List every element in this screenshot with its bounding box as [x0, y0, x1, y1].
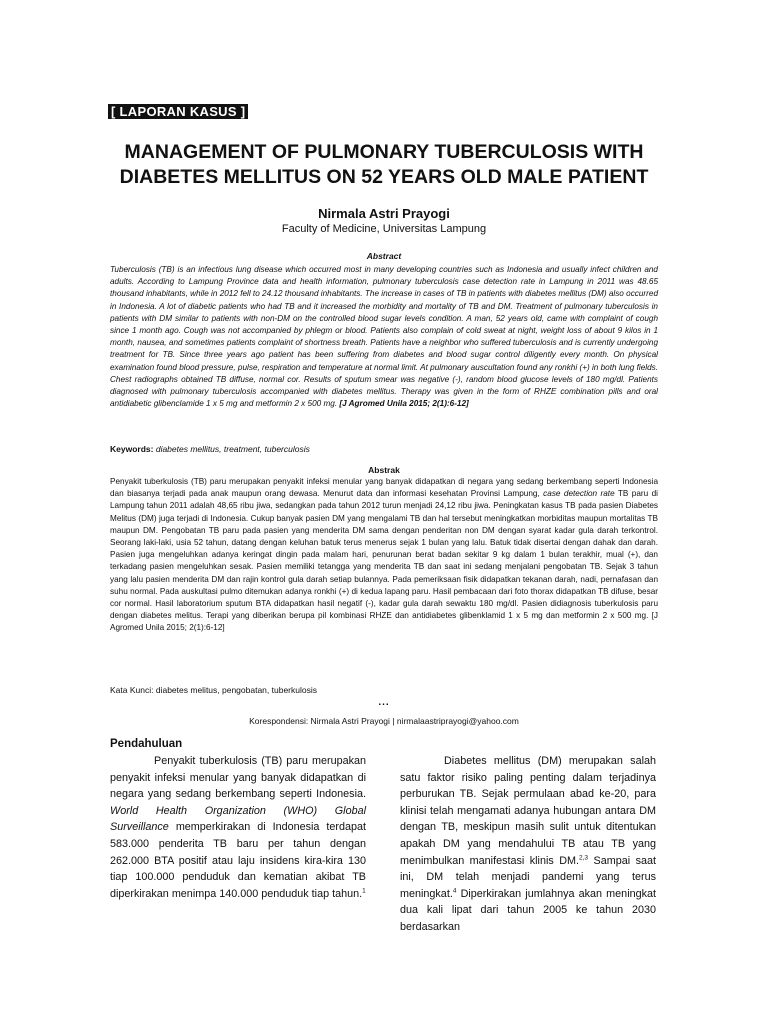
abstract-english-citation: [J Agromed Unila 2015; 2(1):6-12]: [339, 399, 469, 409]
intro-paragraph-2: [400, 753, 656, 936]
abstrak-body-part-2: TB paru di Lampung tahun 2011 adalah 48,65 ribu jiwa, sedangkan pada tahun 2012 turun menjadi 24,12 ribu jiwa. Peningkatan kasus TB pada pasien Diabetes Melitus (DM) juga terjadi di Indonesia. Cukup banyak pasien DM yang mengalami TB dan hal tersebut meningkatkan morbiditas maupun mortalitas TB maupun DM. Pengobatan TB paru pada pasien yang menderita DM sama dengan penderitan non DM dengan syarat kadar gula darah terkontrol. Seorang laki-laki, usia 52 tahun, datang dengan keluhan batuk terus menerus sejak 1 bulan yang lalu. Batuk tidak disertai dengan dahak dan darah. Pasien juga mengeluhkan adanya keringat dingin pada malam hari, penurunan berat badan sekitar 9 kg dalam 1 bulan terakhir, mual (+), dan terkadang pasien mengeluhkan sesak. Pasien memiliki tetangga yang menderita TB dan saat ini sedang menjalani pengobatan TB. Sejak 3 tahun yang lalu pasien menderita DM dan rajin kontrol gula darah setiap bulannya. Pada pemeriksaan fisik didapatkan tekanan darah, nadi, pernafasan dan suhu normal. Pada auskultasi pulmo ditemukan adanya ronkhi (+) di kedua lapang paru. Hasil pembacaan dari foto thorax didapatkan TB difuse, besar cor normal. Hasil laboratorium sputum BTA didapatkan hasil negatif (-), kadar gula darah sewaktu 180 mg/dl. Pasien didiagnosis tuberkulosis paru dengan diabetes melitus. Terapi yang diberikan berupa pil kombinasi RHZE dan antidiabetes glibenklamid 1 x 5 mg dan metformin 2 x 500 mg. [J Agromed Unila 2015; 2(1):6-12]: [110, 489, 658, 633]
abstract-english: [110, 264, 658, 410]
intro-left-italic: World Health Organization (WHO) Global Surveillance: [110, 804, 366, 834]
intro-right-part-3: Diperkirakan jumlahnya akan meningkat dua kali lipat dari tahun 2005 ke tahun 2030 berdasarkan: [400, 887, 656, 933]
abstract-english-body: Tuberculosis (TB) is an infectious lung disease which occurred most in many developing countries such as Indonesia and usually infect children and adults. According to Lampung Province data and health information, pulmonary tuberculosis case detection rate in Lampung in 2011 was 48.65 thousand inhabitants, while in 2012 fell to 24.12 thousand inhabitants. The increase in cases of TB in patients with diabetes mellitus (DM) also occurred in Indonesia. A lot of diabetic patients who had TB and it increased the morbidity and mortality of TB and DM. Treatment of pulmonary tuberculosis in patients with DM similar to patients with non-DM on the controlled blood sugar levels condition. A man, 52 years old, came with complaint of cough since 1 month ago. Cough was not accompanied by phlegm or blood. Patients also complain of cold sweat at night, weight loss of about 9 kilos in 1 month, nausea, and sometimes patients complaint of shortness breath. Patients have a neighbor who suffered tuberculosis and is currently undergoing treatment for TB. Since three years ago patient has been suffering from diabetes and blood sugar control diligently every month. On physical examination found blood pressure, pulse, respiration and temperature at normal limit. At pulmonary auscultation found any ronkhi (+) in both lung fields. Chest radiographs obtained TB diffuse, normal cor. Results of sputum smear was negative (-), random blood glucose levels of 180 mg/dl. Patients diagnosed with pulmonary tuberculosis accompanied with diabetes mellitus. Therapy was given in the form of RHZE combination pills and oral antidiabetic glibenclamide 1 x 5 mg and metformin 2 x 500 mg.: [110, 265, 658, 409]
title-line-2: DIABETES MELLITUS ON 52 YEARS OLD MALE PATIENT: [119, 166, 649, 188]
body-column-right: [400, 753, 656, 936]
section-separator: ...: [378, 697, 390, 708]
abstract-heading: Abstract: [366, 251, 402, 261]
article-title: [100, 140, 668, 190]
abstrak-body-italic: case detection rate: [543, 489, 615, 499]
keywords-indonesian: [110, 685, 658, 695]
abstrak-body-part-1: Penyakit tuberkulosis (TB) paru merupakan penyakit infeksi menular yang banyak didapatkan di negara yang sedang berkembang seperti Indonesia dan biasanya terjadi pada anak maupun orang dewasa. Menurut data dan informasi kesehatan Provinsi Lampung,: [110, 477, 658, 499]
abstrak-heading: Abstrak: [368, 465, 400, 475]
article-type-label: [ LAPORAN KASUS ]: [108, 104, 248, 119]
kata-kunci-label: Kata Kunci:: [110, 685, 154, 695]
intro-left-part-2: memperkirakan di Indonesia terdapat 583.000 penderita TB baru per tahun dengan 262.000 BTA positif atau laju insidens kira-kira 130 tiap 100.000 penduduk dan kematian akibat TB diperkirakan menimpa 140.000 penduduk tiap tahun.: [110, 821, 367, 900]
body-column-left: [110, 753, 366, 902]
keywords-values: diabetes mellitus, treatment, tuberculosis: [155, 444, 310, 454]
reference-superscript-4: 4: [452, 887, 457, 895]
intro-left-part-1: Penyakit tuberkulosis (TB) paru merupakan penyakit infeksi menular yang banyak didapatkan di negara yang sedang berkembang seperti Indonesia.: [110, 755, 366, 801]
reference-superscript-2-3: 2,3: [579, 853, 589, 861]
title-line-1: MANAGEMENT OF PULMONARY TUBERCULOSIS WITH: [124, 141, 644, 163]
kata-kunci-values: diabetes melitus, pengobatan, tuberkulosis: [155, 685, 317, 695]
author-affiliation: Faculty of Medicine, Universitas Lampung: [281, 223, 487, 235]
section-heading-pendahuluan: Pendahuluan: [110, 738, 183, 750]
intro-right-part-1: Diabetes mellitus (DM) merupakan salah satu faktor risiko paling penting dalam terjadinya perburukan TB. Sejak permulaan abad ke-20, para klinisi telah mengamati adanya hubungan antara DM dengan TB, meskipun masih sulit untuk ditentukan apakah DM yang mendahului TB atau TB yang menimbulkan manifestasi klinis DM.: [400, 755, 656, 867]
intro-right-part-2: Sampai saat ini, DM telah menjadi pandemi yang terus meningkat.: [400, 854, 657, 900]
article-type-tag: [108, 104, 248, 119]
keywords-label: Keywords:: [110, 444, 154, 454]
reference-superscript-1: 1: [362, 887, 366, 895]
abstract-indonesian: [110, 476, 658, 635]
correspondence-line: Korespondensi: Nirmala Astri Prayogi | nirmalaastriprayogi@yahoo.com: [249, 716, 519, 726]
intro-paragraph-1: [110, 753, 366, 902]
author-name: Nirmala Astri Prayogi: [318, 206, 450, 221]
keywords-english: [110, 444, 658, 454]
